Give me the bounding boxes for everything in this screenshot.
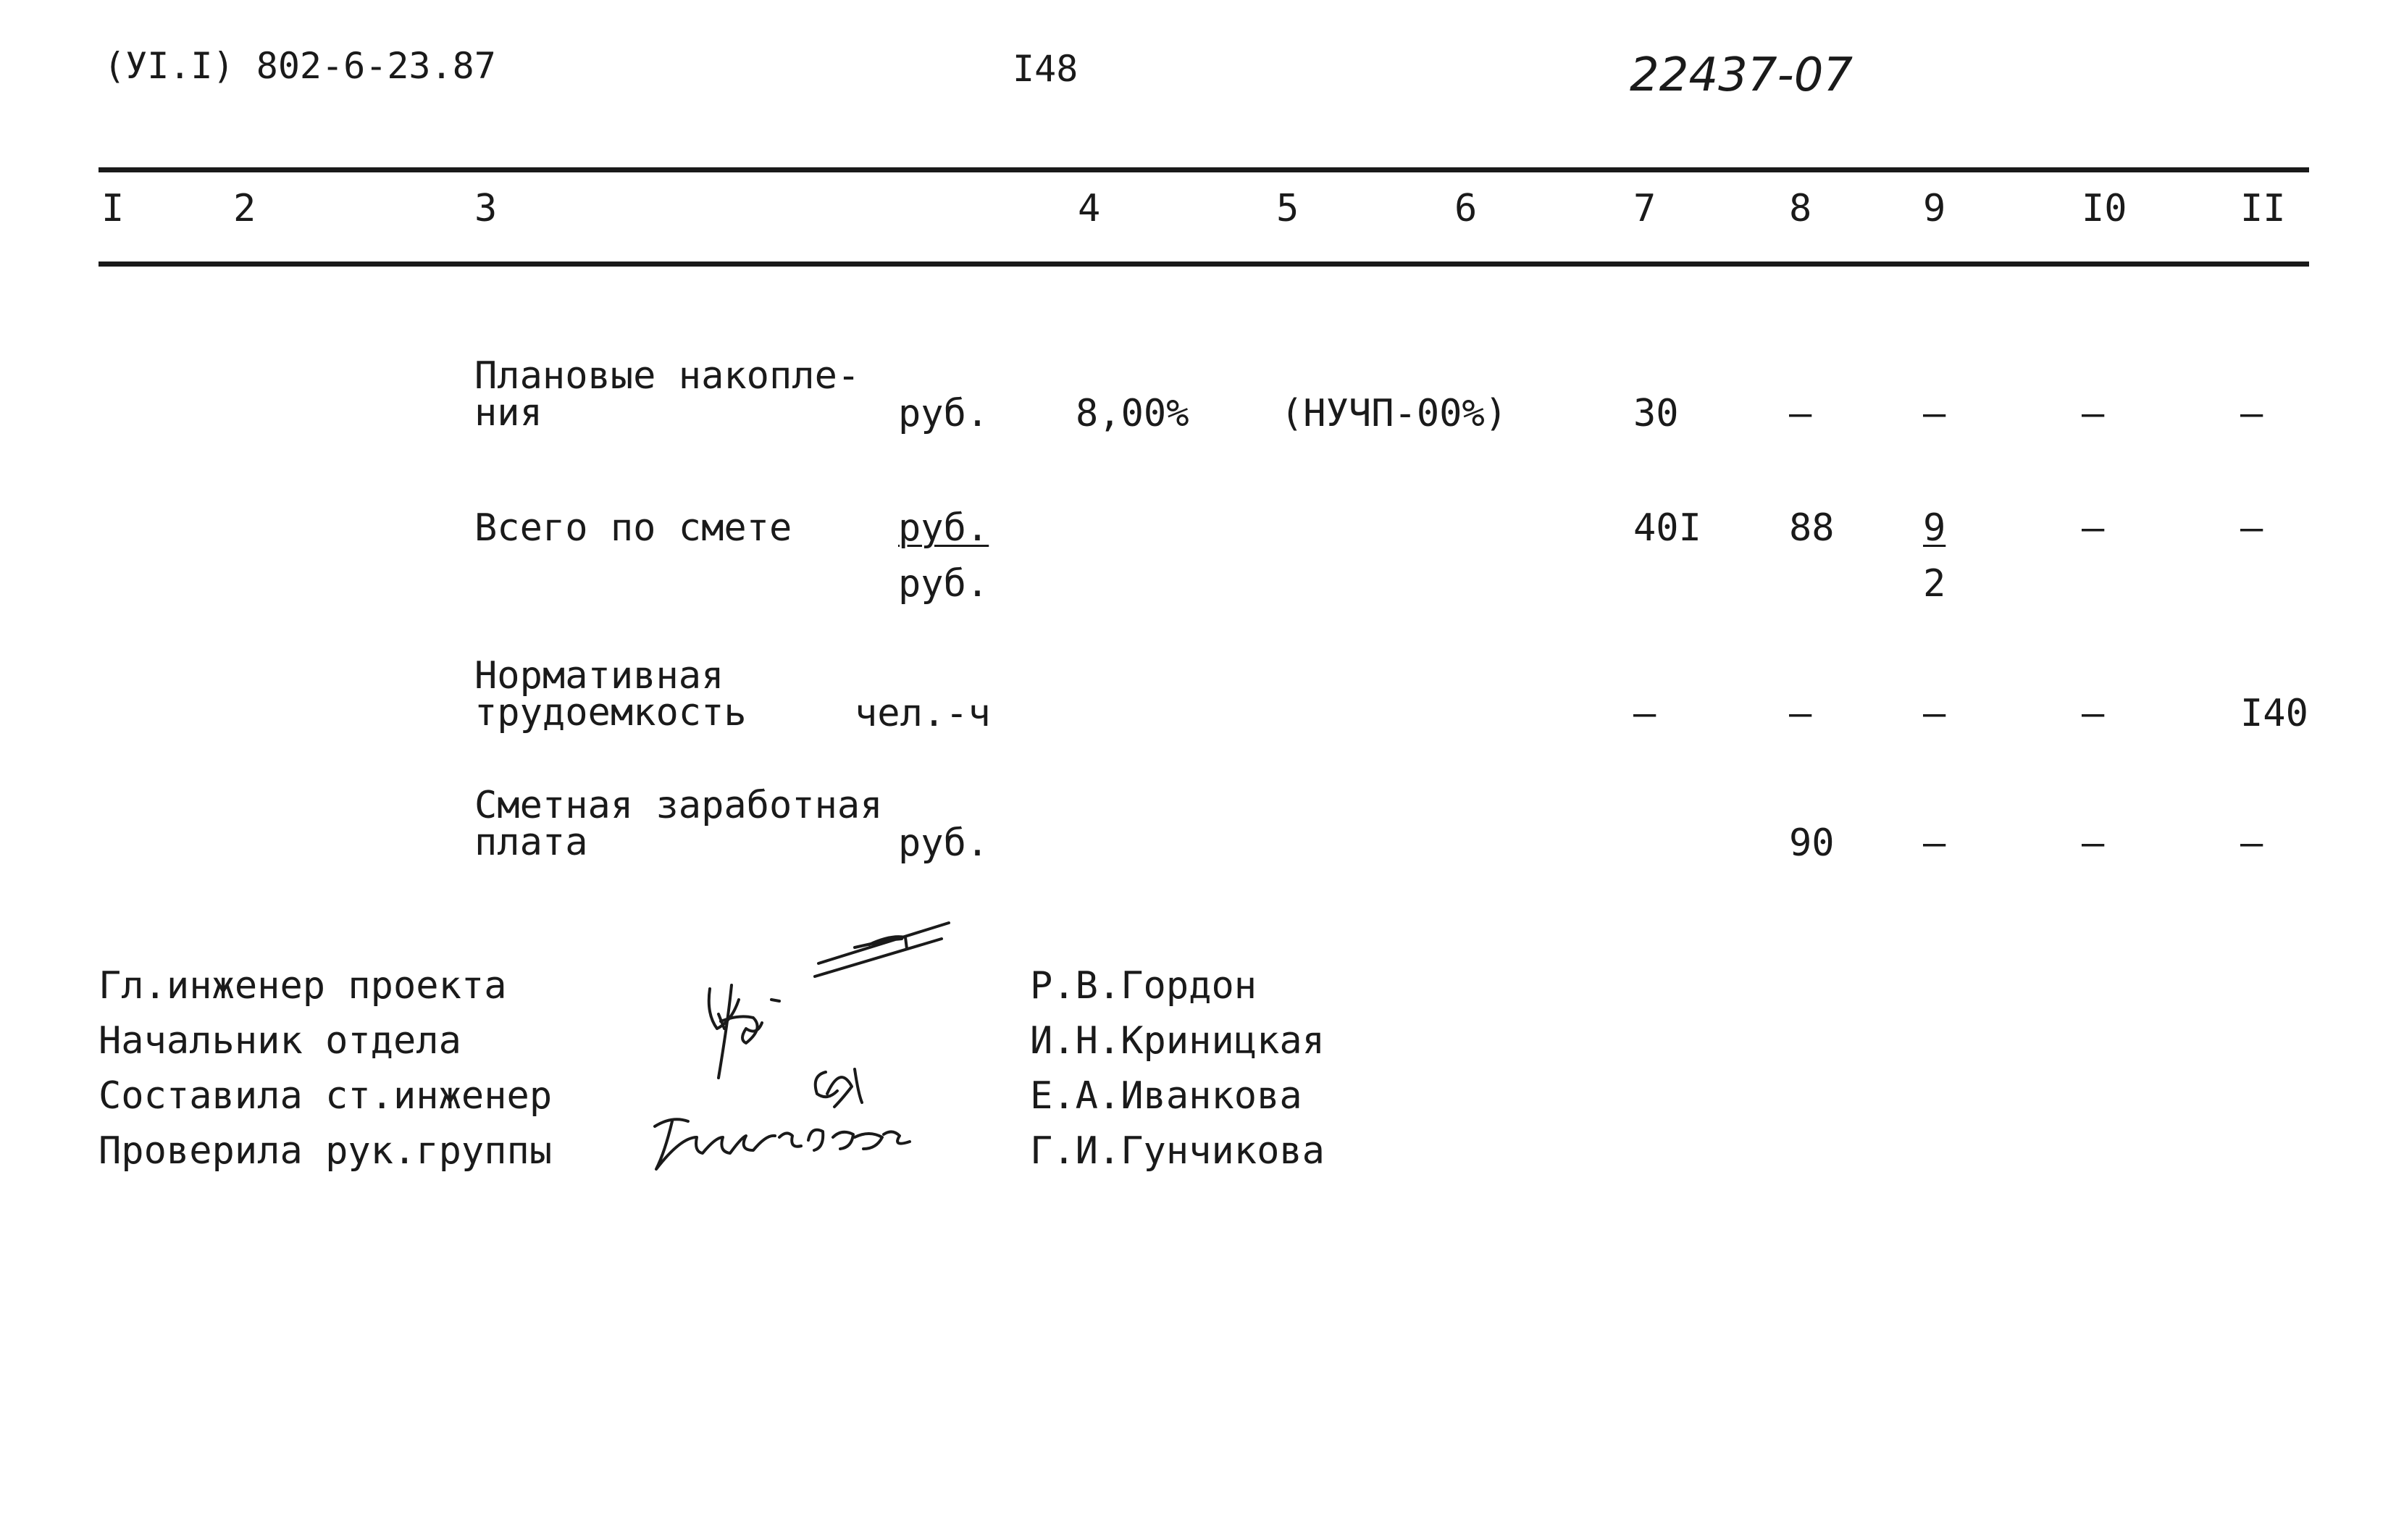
wages-col9: – — [1923, 821, 1946, 865]
signature-role-department-head: Начальник отдела — [99, 1019, 461, 1063]
total-col8: 88 — [1789, 506, 1835, 550]
col-header-6: 6 — [1454, 187, 1478, 230]
labor-col7: – — [1633, 692, 1656, 735]
handwritten-signatures — [637, 920, 1043, 1195]
total-col11: – — [2240, 506, 2263, 550]
planned-savings-label-1: Плановые накопле- — [474, 354, 860, 398]
planned-savings-rate: 8,00% — [1076, 392, 1189, 435]
labor-col8: – — [1789, 692, 1812, 735]
signature-name-department-head: И.Н.Криницкая — [1030, 1019, 1325, 1063]
labor-col11: I40 — [2240, 692, 2308, 735]
labor-label-2: трудоемкость — [474, 691, 747, 735]
col-header-10: I0 — [2082, 187, 2127, 230]
planned-savings-col8: – — [1789, 392, 1812, 435]
labor-col10: – — [2082, 692, 2105, 735]
table-header-bottom-rule — [99, 261, 2309, 267]
col-header-7: 7 — [1633, 187, 1656, 230]
signature-name-chief-engineer: Р.В.Гордон — [1030, 964, 1257, 1008]
total-label: Всего по смете — [474, 506, 792, 550]
header-left-code: (УI.I) 802-6-23.87 — [104, 45, 496, 87]
col-header-4: 4 — [1078, 187, 1101, 230]
wages-unit: руб. — [898, 821, 989, 865]
total-col7: 40I — [1633, 506, 1701, 550]
col-header-2: 2 — [233, 187, 256, 230]
signature-role-compiler: Составила ст.инженер — [99, 1074, 553, 1118]
wages-col10: – — [2082, 821, 2105, 865]
col-header-8: 8 — [1789, 187, 1812, 230]
table-top-rule — [99, 167, 2309, 172]
planned-savings-col10: – — [2082, 392, 2105, 435]
signature-role-checker: Проверила рук.группы — [99, 1129, 553, 1173]
wages-col8: 90 — [1789, 821, 1835, 865]
col-header-9: 9 — [1923, 187, 1946, 230]
signature-name-checker: Г.И.Гунчикова — [1030, 1129, 1325, 1173]
page-number: I48 — [1013, 48, 1078, 90]
planned-savings-col9: – — [1923, 392, 1946, 435]
labor-label-1: Нормативная — [474, 654, 724, 698]
planned-savings-label-2: ния — [474, 391, 543, 435]
col-header-1: I — [101, 187, 125, 230]
planned-savings-note: (НУЧП-00%) — [1281, 392, 1508, 435]
total-unit: руб. — [898, 506, 989, 550]
total-unit-2: руб. — [898, 562, 989, 606]
col-header-5: 5 — [1276, 187, 1299, 230]
planned-savings-col11: – — [2240, 392, 2263, 435]
wages-col11: – — [2240, 821, 2263, 865]
planned-savings-col7: 30 — [1633, 392, 1679, 435]
total-col9-bottom: 2 — [1923, 562, 1946, 606]
total-col9-top: 9 — [1923, 506, 1946, 550]
wages-label-2: плата — [474, 821, 588, 864]
signature-name-compiler: Е.А.Иванкова — [1030, 1074, 1302, 1118]
labor-unit: чел.-ч — [855, 692, 991, 735]
document-number: 22437-07 — [1630, 49, 1853, 102]
wages-label-1: Сметная заработная — [474, 784, 883, 827]
total-col10: – — [2082, 506, 2105, 550]
col-header-11: II — [2240, 187, 2286, 230]
labor-col9: – — [1923, 692, 1946, 735]
signature-role-chief-engineer: Гл.инженер проекта — [99, 964, 507, 1008]
col-header-3: 3 — [474, 187, 498, 230]
planned-savings-unit: руб. — [898, 392, 989, 435]
